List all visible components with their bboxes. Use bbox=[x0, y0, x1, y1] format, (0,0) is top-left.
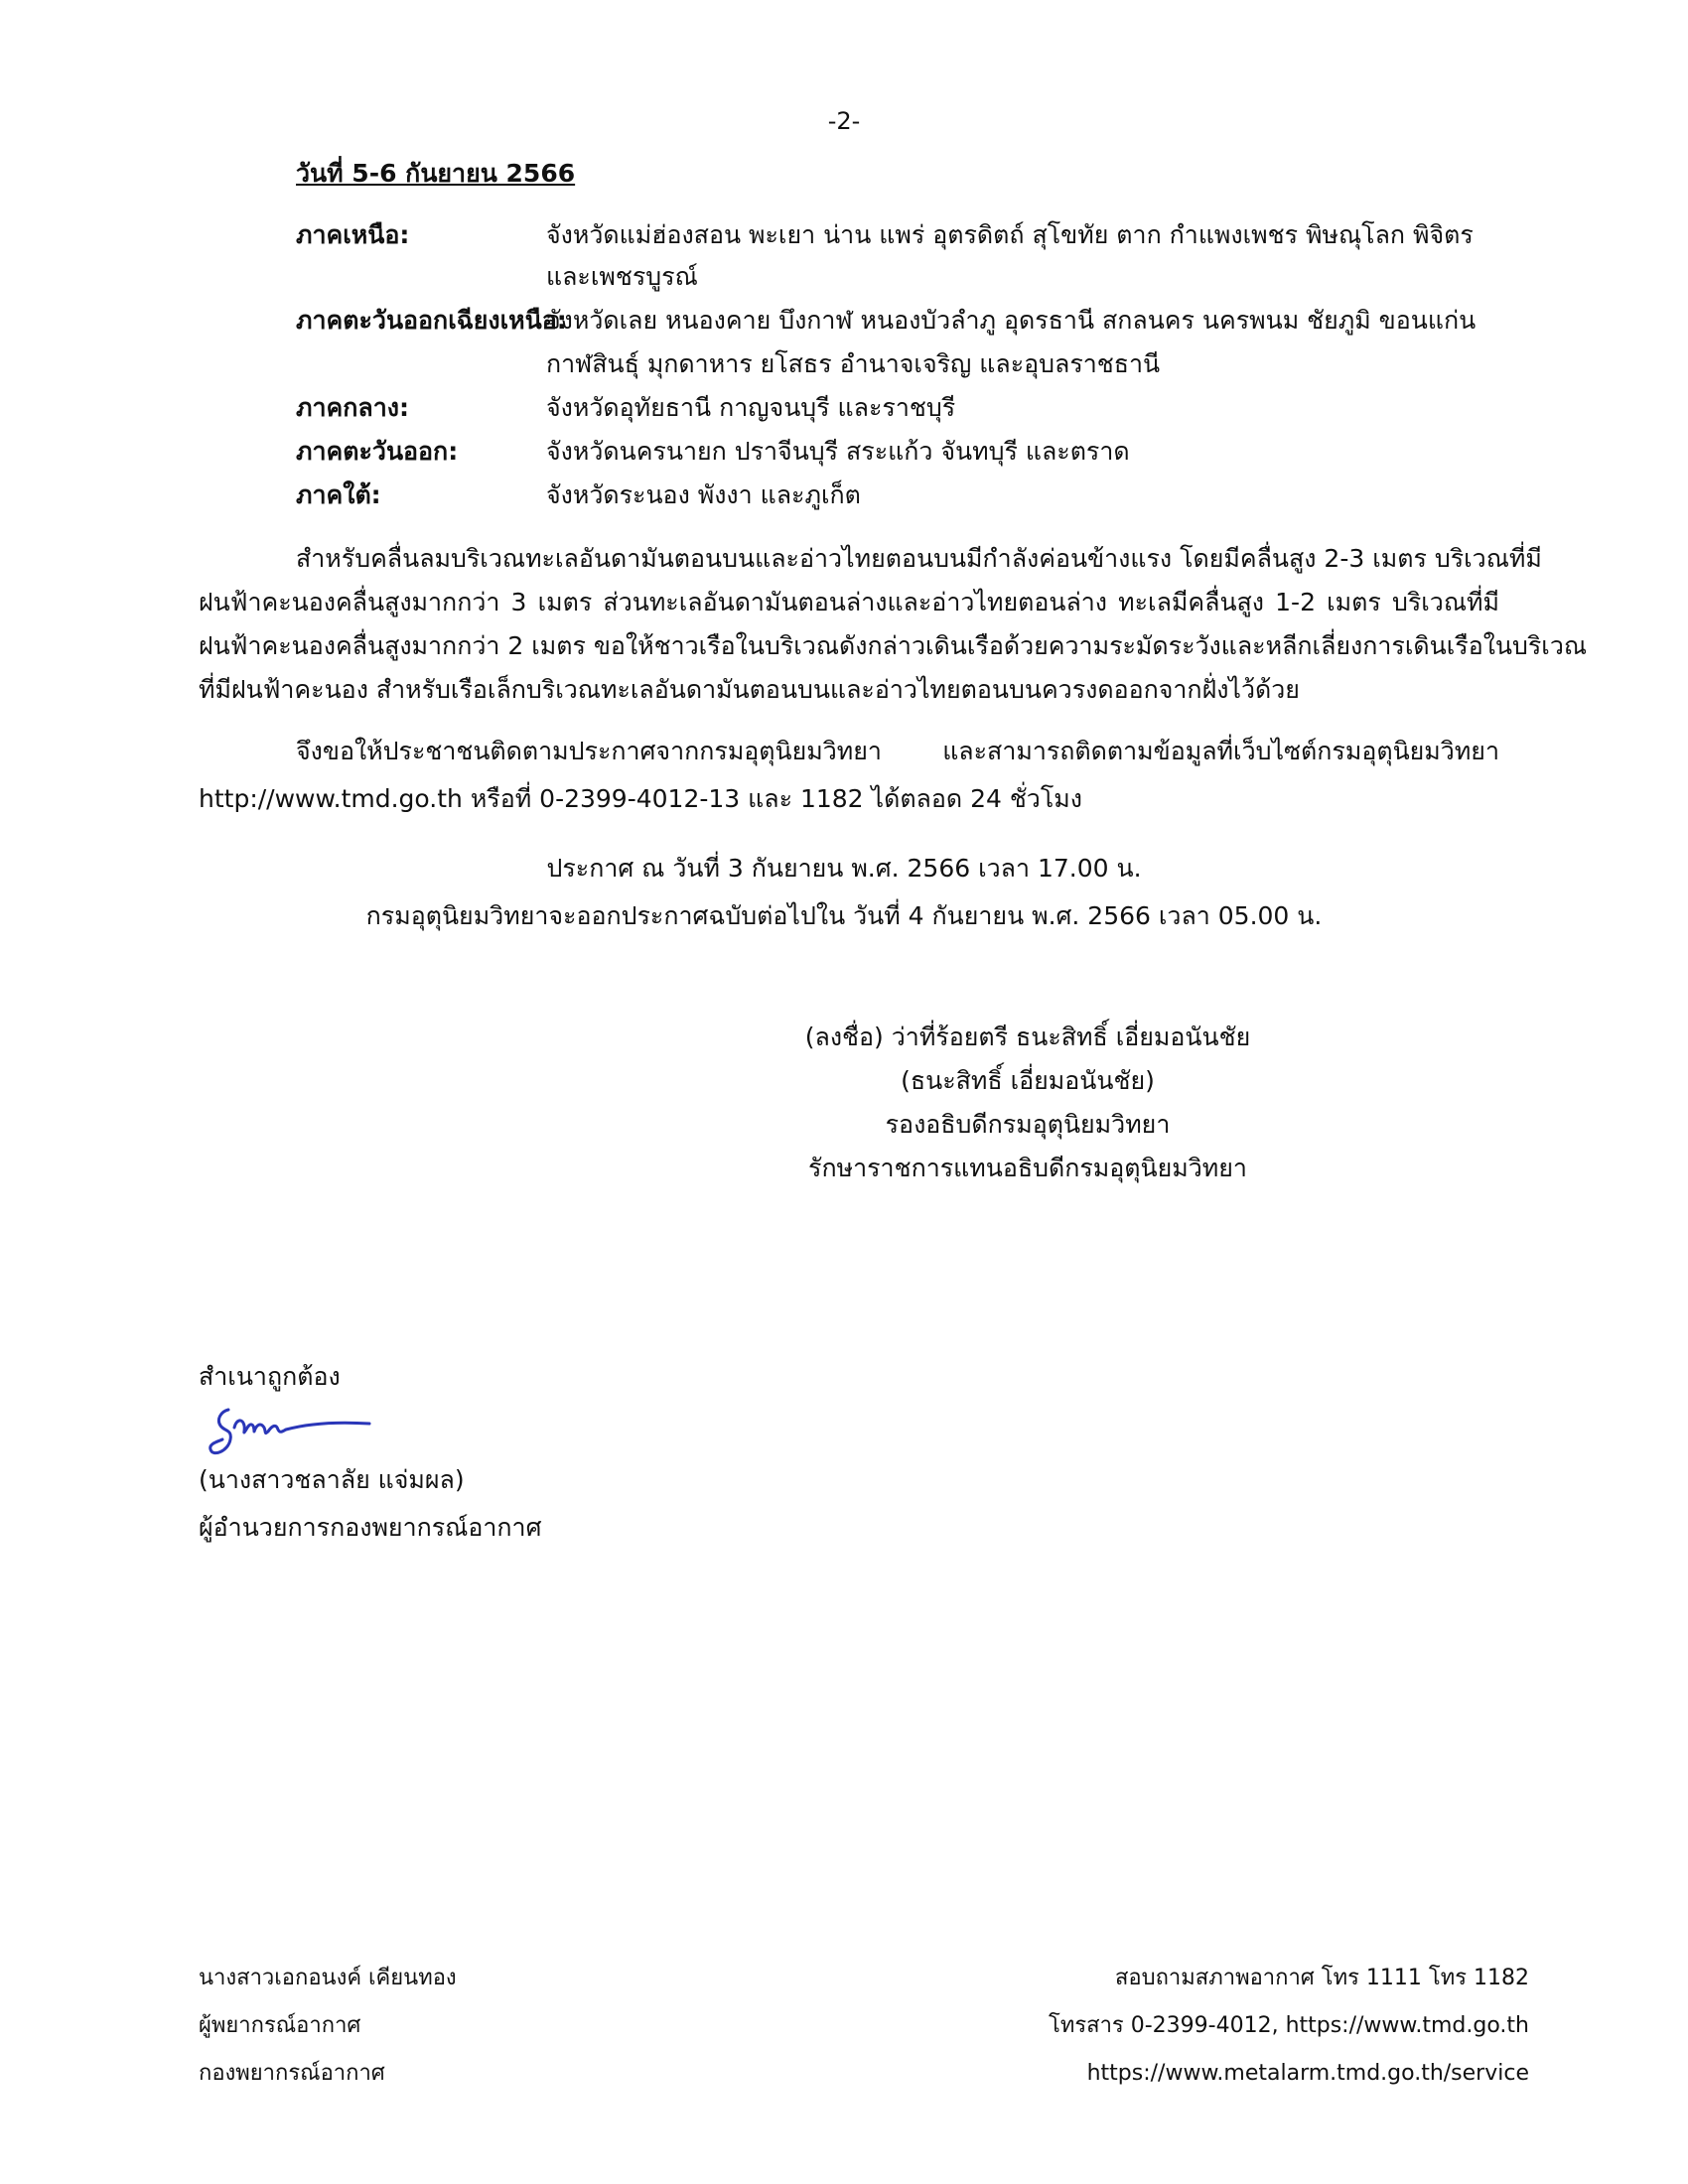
follow-paragraph-line-1: จึงขอให้ประชาชนติดตามประกาศจากกรมอุตุนิยมวิทยา และสามารถติดตามข้อมูลที่เว็บไซต์กรมอุตุนิยมวิทยา bbox=[296, 737, 1499, 765]
region-provinces-south: จังหวัดระนอง พังงา และภูเก็ต bbox=[546, 480, 861, 509]
forecaster-name: นางสาวเอกอนงค์ เคียนทอง bbox=[199, 1966, 457, 1990]
certified-copy-name: (นางสาวชลาลัย แจ่มผล) bbox=[199, 1465, 465, 1494]
signatory-acting: รักษาราชการแทนอธิบดีกรมอุตุนิยมวิทยา bbox=[808, 1154, 1247, 1182]
wave-paragraph-line-1: สำหรับคลื่นลมบริเวณทะเลอันดามันตอนบนและอ่าวไทยตอนบนมีกำลังค่อนข้างแรง โดยมีคลื่นสูง 2-3 เมตร บริเวณที่มี bbox=[296, 544, 1542, 573]
page-number: -2- bbox=[827, 107, 861, 135]
date-heading: วันที่ 5-6 กันยายน 2566 bbox=[296, 159, 576, 188]
forecaster-division: กองพยากรณ์อากาศ bbox=[199, 2061, 385, 2086]
announcement-issued: ประกาศ ณ วันที่ 3 กันยายน พ.ศ. 2566 เวลา 17.00 น. bbox=[546, 854, 1142, 883]
region-provinces-north-line-1: จังหวัดแม่ฮ่องสอน พะเยา น่าน แพร่ อุตรดิตถ์ สุโขทัย ตาก กำแพงเพชร พิษณุโลก พิจิตร bbox=[546, 220, 1474, 249]
region-provinces-east: จังหวัดนครนายก ปราจีนบุรี สระแก้ว จันทบุรี และตราด bbox=[546, 437, 1130, 466]
forecaster-title: ผู้พยากรณ์อากาศ bbox=[199, 2013, 361, 2038]
wave-paragraph-line-2: ฝนฟ้าคะนองคลื่นสูงมากกว่า 3 เมตร ส่วนทะเลอันดามันตอนล่างและอ่าวไทยตอนล่าง ทะเลมีคลื่นสูง 1-2 เมตร บริเวณที่มี bbox=[199, 588, 1499, 616]
contact-fax-website: โทรสาร 0-2399-4012, https://www.tmd.go.th bbox=[1049, 2013, 1529, 2038]
region-provinces-north-line-2: และเพชรบูรณ์ bbox=[546, 262, 698, 291]
signatory-signed: (ลงชื่อ) ว่าที่ร้อยตรี ธนะสิทธิ์ เอี่ยมอนันชัย bbox=[804, 1023, 1251, 1051]
region-label-northeast: ภาคตะวันออกเฉียงเหนือ: bbox=[296, 306, 567, 335]
region-label-east: ภาคตะวันออก: bbox=[296, 437, 459, 466]
handwritten-signature bbox=[199, 1400, 377, 1469]
certified-copy-position: ผู้อำนวยการกองพยากรณ์อากาศ bbox=[199, 1513, 542, 1542]
signatory-name: (ธนะสิทธิ์ เอี่ยมอนันชัย) bbox=[901, 1066, 1155, 1095]
signatory-position: รองอธิบดีกรมอุตุนิยมวิทยา bbox=[885, 1110, 1171, 1139]
region-label-north: ภาคเหนือ: bbox=[296, 220, 410, 249]
certified-copy-label: สำเนาถูกต้อง bbox=[199, 1362, 341, 1391]
announcement-next: กรมอุตุนิยมวิทยาจะออกประกาศฉบับต่อไปใน วันที่ 4 กันยายน พ.ศ. 2566 เวลา 05.00 น. bbox=[365, 901, 1323, 930]
contact-metalarm-link[interactable]: https://www.metalarm.tmd.go.th/service bbox=[1086, 2061, 1529, 2086]
follow-paragraph-line-2: http://www.tmd.go.th หรือที่ 0-2399-4012-13 และ 1182 ได้ตลอด 24 ชั่วโมง bbox=[199, 784, 1082, 813]
wave-paragraph-line-4: ที่มีฝนฟ้าคะนอง สำหรับเรือเล็กบริเวณทะเลอันดามันตอนบนและอ่าวไทยตอนบนควรงดออกจากฝั่งไว้ด้วย bbox=[199, 675, 1300, 704]
contact-phone: สอบถามสภาพอากาศ โทร 1111 โทร 1182 bbox=[1115, 1966, 1529, 1990]
region-provinces-northeast-line-1: จังหวัดเลย หนองคาย บึงกาฬ หนองบัวลำภู อุดรธานี สกลนคร นครพนม ชัยภูมิ ขอนแก่น bbox=[546, 306, 1477, 335]
region-provinces-northeast-line-2: กาฬสินธุ์ มุกดาหาร ยโสธร อำนาจเจริญ และอุบลราชธานี bbox=[546, 349, 1161, 378]
region-provinces-central: จังหวัดอุทัยธานี กาญจนบุรี และราชบุรี bbox=[546, 393, 956, 422]
wave-paragraph-line-3: ฝนฟ้าคะนองคลื่นสูงมากกว่า 2 เมตร ขอให้ชาวเรือในบริเวณดังกล่าวเดินเรือด้วยความระมัดระวังและหลีกเลี่ยงการเดินเรือในบริเวณ bbox=[199, 631, 1588, 660]
region-label-central: ภาคกลาง: bbox=[296, 393, 409, 422]
region-label-south: ภาคใต้: bbox=[296, 480, 381, 509]
